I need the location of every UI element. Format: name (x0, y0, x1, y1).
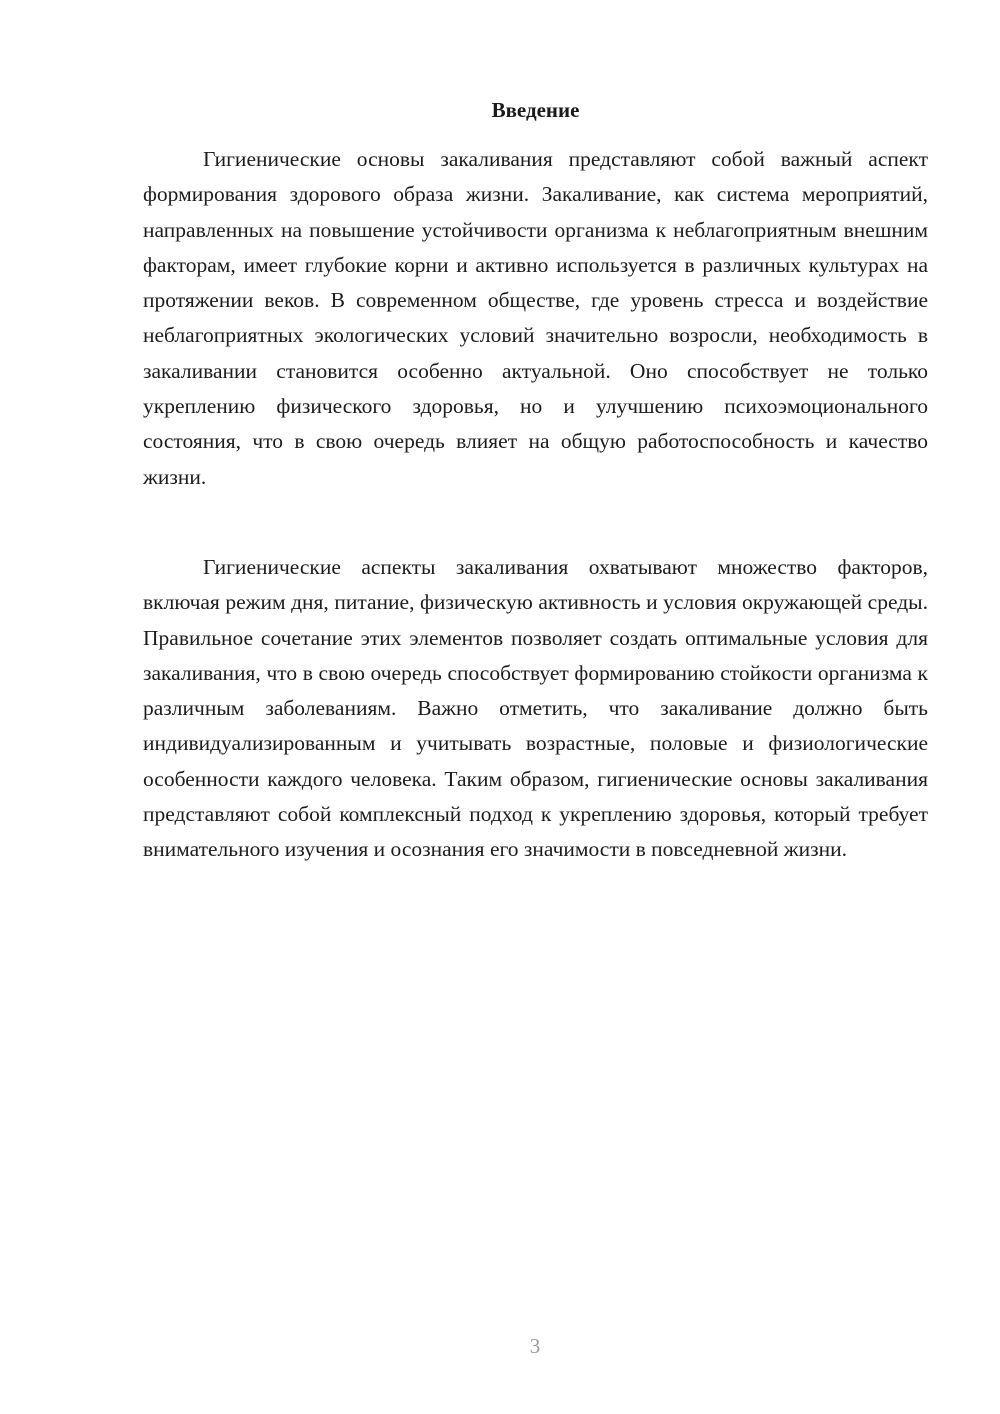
page-number: 3 (529, 1334, 541, 1358)
section-heading: Введение (491, 98, 580, 122)
paragraph-1: Гигиенические основы закаливания представляют собой важный аспект формирования здорового образа жизни. Закаливание, как система мероприятий, направленных на повышение устойчивости организма к неблагоприятным внешним факторам, имеет глубокие корни и активно используется в различных культурах на протяжении веков. В современном обществе, где уровень стресса и воздействие неблагоприятных экологических условий значительно возросли, необходимость в закаливании становится особенно актуальной. Оно способствует не только укреплению физического здоровья, но и улучшению психоэмоционального состояния, что в свою очередь влияет на общую работоспособность и качество жизни. (143, 147, 928, 489)
paragraph-2: Гигиенические аспекты закаливания охватывают множество факторов, включая режим дня, питание, физическую активность и условия окружающей среды. Правильное сочетание этих элементов позволяет создать оптимальные условия для закаливания, что в свою очередь способствует формированию стойкости организма к различным заболеваниям. Важно отметить, что закаливание должно быть индивидуализированным и учитывать возрастные, половые и физиологические особенности каждого человека. Таким образом, гигиенические основы закаливания представляют собой комплексный подход к укреплению здоровья, который требует внимательного изучения и осознания его значимости в повседневной жизни. (143, 555, 928, 862)
